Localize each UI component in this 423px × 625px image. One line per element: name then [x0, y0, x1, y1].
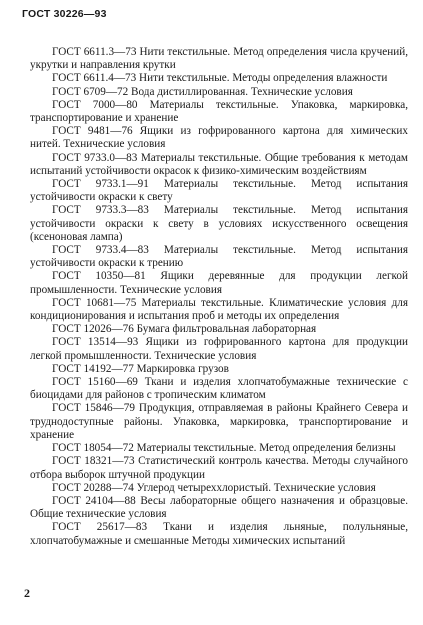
list-item: ГОСТ 6611.3—73 Нити текстильные. Метод определения числа кручений, укрутки и направления крутки [30, 46, 408, 72]
list-item: ГОСТ 9733.3—83 Материалы текстильные. Метод испытания устойчивости окраски к свету в условиях искусственного освещения (ксеноновая лампа) [30, 204, 408, 243]
list-item: ГОСТ 9733.1—91 Материалы текстильные. Метод испытания устойчивости окраски к свету [30, 178, 408, 204]
list-item: ГОСТ 14192—77 Маркировка грузов [52, 362, 229, 375]
standards-reference-list [30, 46, 408, 548]
list-item: ГОСТ 15160—69 Ткани и изделия хлопчатобумажные технические с биоцидами для районов с тропическим климатом [30, 376, 408, 402]
list-item: ГОСТ 6709—72 Вода дистиллированная. Технические условия [52, 85, 353, 98]
list-item: ГОСТ 6611.4—73 Нити текстильные. Методы определения влажности [52, 72, 388, 85]
list-item: ГОСТ 12026—76 Бумага фильтровальная лабораторная [52, 323, 317, 336]
list-item: ГОСТ 24104—88 Весы лабораторные общего назначения и образцовые. Общие технические условия [30, 494, 408, 521]
list-item: ГОСТ 9481—76 Ящики из гофрированного картона для химических нитей. Технические условия [30, 125, 408, 151]
page-number: 2 [24, 586, 30, 600]
list-item: ГОСТ 18054—72 Материалы текстильные. Метод определения белизны [52, 442, 396, 455]
list-item: ГОСТ 9733.0—83 Материалы текстильные. Общие требования к методам испытаний устойчивости окрасок к физико-химическим воздействиям [30, 151, 408, 177]
list-item: ГОСТ 25617—83 Ткани и изделия льняные, полульняные, хлопчатобумажные и смешанные Методы химических испытаний [30, 521, 408, 547]
list-item: ГОСТ 7000—80 Материалы текстильные. Упаковка, маркировка, транспортирование и хранение [30, 98, 408, 125]
list-item: ГОСТ 20288—74 Углерод четыреххлористый. Технические условия [52, 481, 376, 494]
list-item: ГОСТ 18321—73 Статистический контроль качества. Методы случайного отбора выборок штучной продукции [30, 455, 408, 481]
list-item: ГОСТ 13514—93 Ящики из гофрированного картона для продукции легкой промышленности. Технические условия [30, 336, 408, 362]
list-item: ГОСТ 10350—81 Ящики деревянные для продукции легкой промышленности. Технические условия [30, 270, 408, 296]
document-header: ГОСТ 30226—93 [22, 8, 107, 20]
list-item: ГОСТ 10681—75 Материалы текстильные. Климатические условия для кондиционирования и испытания проб и методы их определения [30, 296, 408, 323]
list-item: ГОСТ 15846—79 Продукция, отправляемая в районы Крайнего Севера и труднодоступные районы. Упаковка, маркировка, транспортирование и хранение [30, 402, 408, 441]
list-item: ГОСТ 9733.4—83 Материалы текстильные. Метод испытания устойчивости окраски к трению [30, 244, 408, 270]
